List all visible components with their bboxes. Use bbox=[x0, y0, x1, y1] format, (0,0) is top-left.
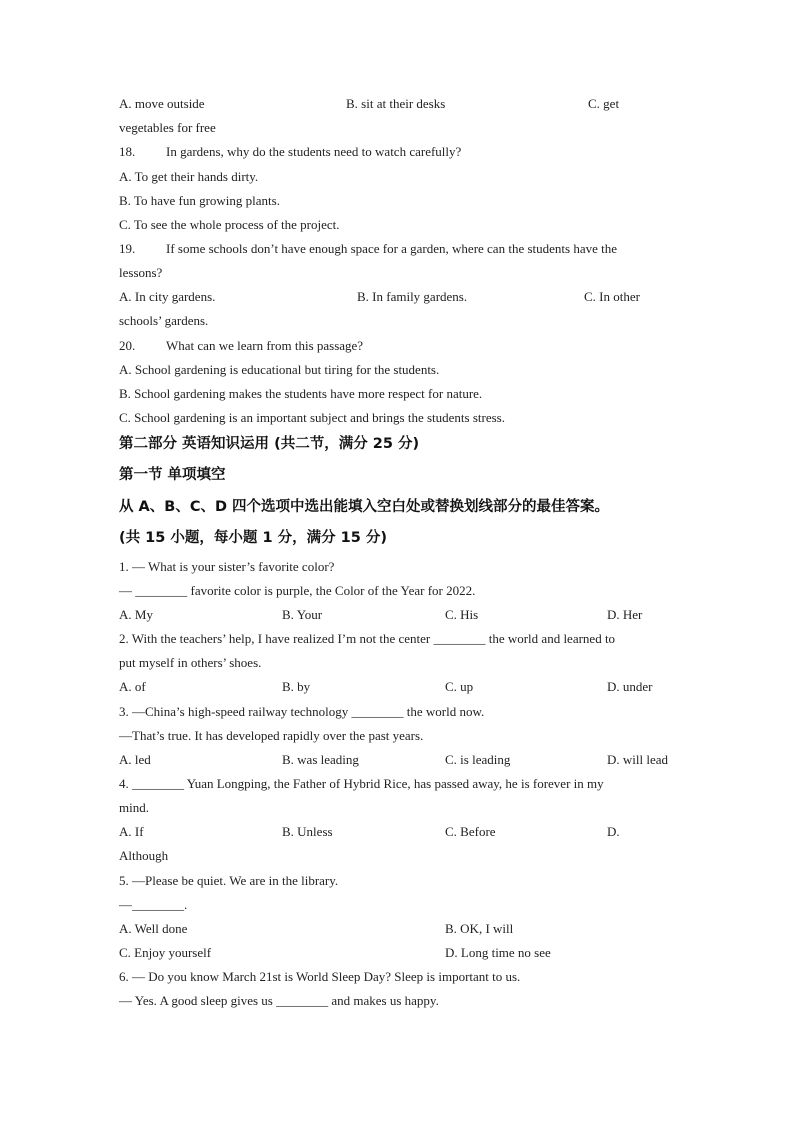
q19-number: 19. bbox=[119, 241, 136, 256]
q20-number: 20. bbox=[119, 338, 136, 353]
q2-option-c: C. up bbox=[445, 679, 474, 694]
q4-line-1: 4. ________ Yuan Longping, the Father of Hybrid Rice, has passed away, he is forever in my bbox=[119, 776, 604, 791]
q19-option-c: C. In other bbox=[584, 289, 640, 304]
q1-option-a: A. My bbox=[119, 607, 153, 622]
q4-option-d-cont: Although bbox=[119, 848, 169, 863]
section1-instruction-2: (共 15 小题，每小题 1 分，满分 15 分) bbox=[119, 530, 387, 546]
q6-line-2: — Yes. A good sleep gives us ________ and makes us happy. bbox=[119, 993, 439, 1008]
q1-option-d: D. Her bbox=[607, 607, 643, 622]
q1-line-2: — ________ favorite color is purple, the Color of the Year for 2022. bbox=[119, 583, 476, 598]
q17-option-b: B. sit at their desks bbox=[346, 96, 446, 111]
q5-line-2: —________. bbox=[119, 897, 188, 912]
q19-stem: If some schools don’t have enough space for a garden, where can the students have the bbox=[166, 241, 617, 256]
q20-option-b: B. School gardening makes the students have more respect for nature. bbox=[119, 386, 483, 401]
q4-option-d: D. bbox=[607, 824, 620, 839]
q20-option-a: A. School gardening is educational but tiring for the students. bbox=[119, 362, 440, 377]
q3-option-d: D. will lead bbox=[607, 752, 669, 767]
section1-title: 第一节 单项填空 bbox=[119, 467, 226, 483]
q4-line-2: mind. bbox=[119, 800, 149, 815]
q17-option-c-cont: vegetables for free bbox=[119, 120, 216, 135]
q2-line-1: 2. With the teachers’ help, I have realized I’m not the center ________ the world and learned to bbox=[119, 631, 616, 646]
q20-option-c: C. School gardening is an important subject and brings the students stress. bbox=[119, 410, 505, 425]
q19-option-c-cont: schools’ gardens. bbox=[119, 313, 209, 328]
q6-line-1: 6. — Do you know March 21st is World Sleep Day? Sleep is important to us. bbox=[119, 969, 521, 984]
q18-option-c: C. To see the whole process of the project. bbox=[119, 217, 340, 232]
q19-option-a: A. In city gardens. bbox=[119, 289, 216, 304]
q3-option-c: C. is leading bbox=[445, 752, 511, 767]
q2-option-d: D. under bbox=[607, 679, 653, 694]
q5-option-c: C. Enjoy yourself bbox=[119, 945, 212, 960]
q19-option-b: B. In family gardens. bbox=[357, 289, 468, 304]
q17-option-a: A. move outside bbox=[119, 96, 205, 111]
q5-line-1: 5. —Please be quiet. We are in the library. bbox=[119, 873, 339, 888]
q5-option-b: B. OK, I will bbox=[445, 921, 514, 936]
q3-line-1: 3. —China’s high-speed railway technology ________ the world now. bbox=[119, 704, 485, 719]
q2-option-a: A. of bbox=[119, 679, 146, 694]
q2-line-2: put myself in others’ shoes. bbox=[119, 655, 262, 670]
q18-option-b: B. To have fun growing plants. bbox=[119, 193, 280, 208]
q4-option-c: C. Before bbox=[445, 824, 496, 839]
q18-stem: In gardens, why do the students need to watch carefully? bbox=[166, 144, 462, 159]
q5-option-a: A. Well done bbox=[119, 921, 188, 936]
q1-option-b: B. Your bbox=[282, 607, 323, 622]
q17-option-c: C. get bbox=[588, 96, 620, 111]
q18-option-a: A. To get their hands dirty. bbox=[119, 169, 259, 184]
q19-stem-cont: lessons? bbox=[119, 265, 163, 280]
q3-line-2: —That’s true. It has developed rapidly over the past years. bbox=[119, 728, 424, 743]
q5-option-d: D. Long time no see bbox=[445, 945, 551, 960]
q3-option-b: B. was leading bbox=[282, 752, 359, 767]
q18-number: 18. bbox=[119, 144, 136, 159]
section1-instruction-1: 从 A、B、C、D 四个选项中选出能填入空白处或替换划线部分的最佳答案。 bbox=[119, 499, 610, 515]
q1-option-c: C. His bbox=[445, 607, 479, 622]
q3-option-a: A. led bbox=[119, 752, 151, 767]
q1-line-1: 1. — What is your sister’s favorite color? bbox=[119, 559, 335, 574]
q4-option-b: B. Unless bbox=[282, 824, 333, 839]
q4-option-a: A. If bbox=[119, 824, 144, 839]
q2-option-b: B. by bbox=[282, 679, 311, 694]
q20-stem: What can we learn from this passage? bbox=[166, 338, 364, 353]
part2-title: 第二部分 英语知识运用 (共二节，满分 25 分) bbox=[119, 436, 420, 452]
